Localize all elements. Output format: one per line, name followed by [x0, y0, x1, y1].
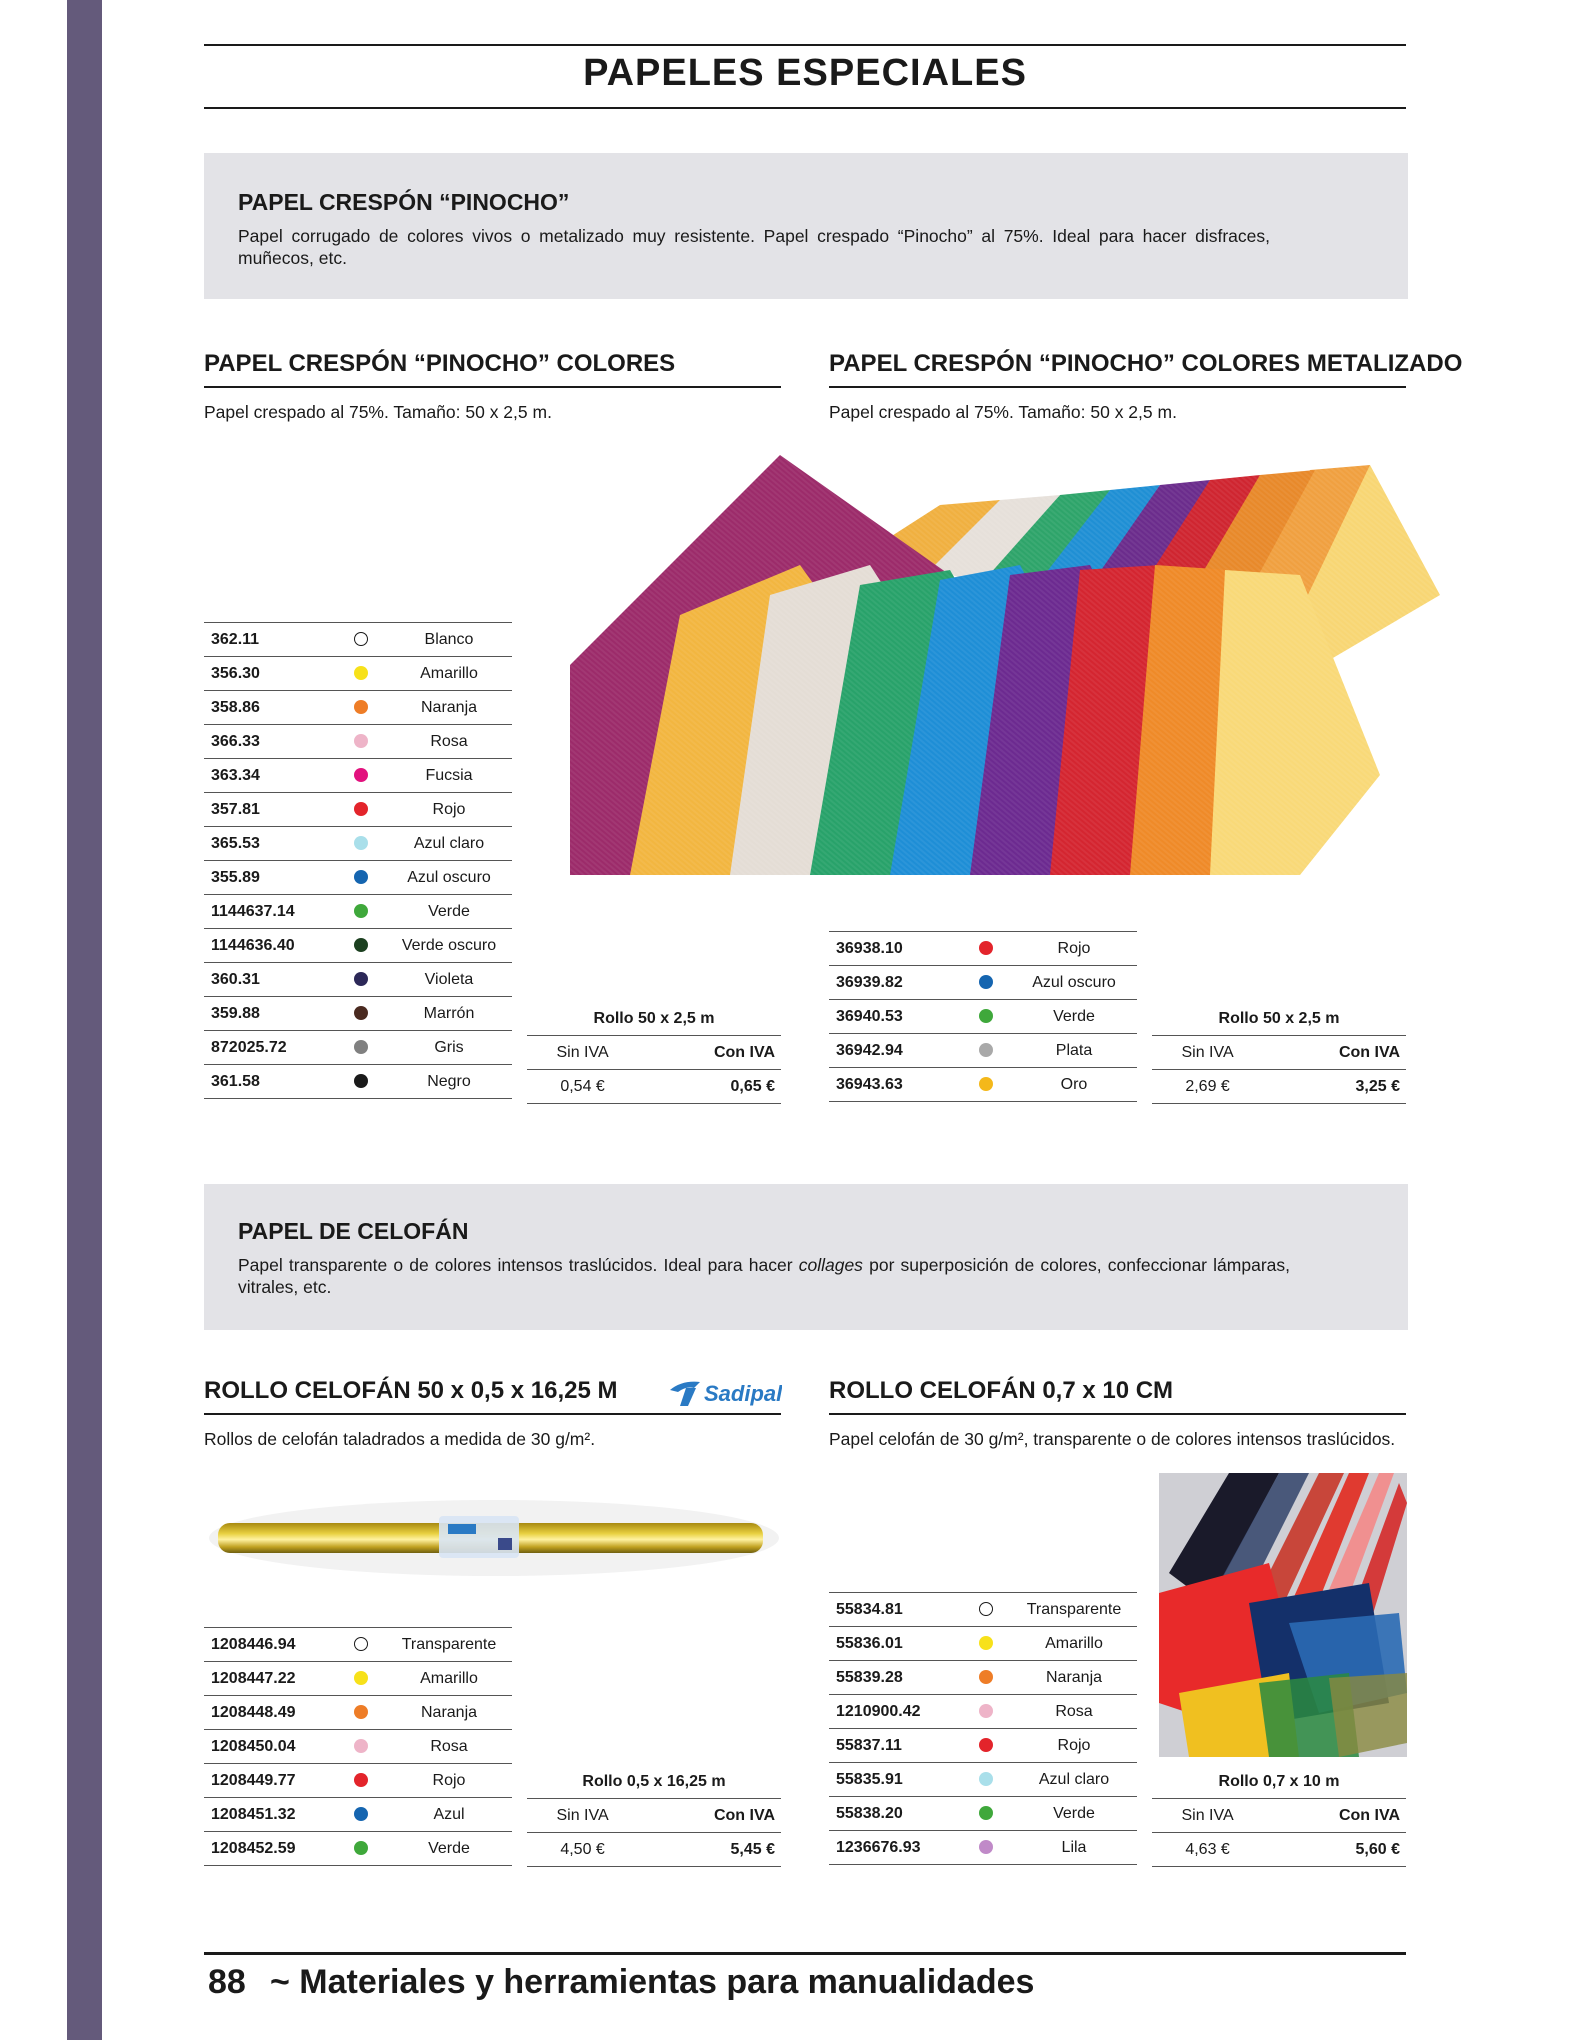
table-row: [829, 1729, 1137, 1763]
color-swatch-cell: [336, 657, 386, 691]
color-swatch-icon: [979, 975, 993, 989]
section-desc: Papel crespado al 75%. Tamaño: 50 x 2,5 m.: [204, 402, 552, 422]
color-swatch-icon: [979, 1772, 993, 1786]
product-code: 872025.72: [204, 1031, 336, 1065]
product-code: 1236676.93: [829, 1831, 961, 1865]
color-swatch-icon: [979, 1704, 993, 1718]
product-code: 355.89: [204, 861, 336, 895]
table-row: [204, 1031, 512, 1065]
product-code: 36940.53: [829, 1000, 961, 1034]
table-row: [204, 1832, 512, 1866]
price-header: Rollo 0,5 x 16,25 m: [582, 1772, 726, 1790]
product-code: 362.11: [204, 623, 336, 657]
sin-iva-price: 0,54 €: [527, 1070, 638, 1104]
color-swatch-cell: [336, 963, 386, 997]
color-swatch-cell: [961, 1695, 1011, 1729]
color-swatch-cell: [336, 691, 386, 725]
color-name: Rosa: [1011, 1695, 1137, 1729]
color-swatch-cell: [336, 1798, 386, 1832]
table-row: [204, 1764, 512, 1798]
crespon-metalizado-price-table: [1152, 1002, 1406, 1104]
color-swatch-icon: [354, 870, 368, 884]
product-code: 1208452.59: [204, 1832, 336, 1866]
color-swatch-icon: [354, 972, 368, 986]
table-row: [829, 1000, 1137, 1034]
celofan-intro-box: [204, 1184, 1408, 1330]
color-swatch-cell: [961, 1034, 1011, 1068]
color-swatch-cell: [961, 1661, 1011, 1695]
color-name: Rosa: [386, 1730, 512, 1764]
sin-iva-price: 2,69 €: [1152, 1070, 1263, 1104]
table-row: [204, 1662, 512, 1696]
color-swatch-icon: [979, 1670, 993, 1684]
color-swatch-cell: [336, 1764, 386, 1798]
color-swatch-cell: [961, 1763, 1011, 1797]
sin-iva-label: Sin IVA: [527, 1036, 638, 1070]
color-name: Verde oscuro: [386, 929, 512, 963]
cellophane-sheets-image: [1159, 1473, 1407, 1757]
color-name: Verde: [386, 895, 512, 929]
table-row: [204, 1696, 512, 1730]
color-swatch-icon: [979, 1806, 993, 1820]
rollo-celofan-07-price-table: [1152, 1765, 1406, 1867]
sadipal-logo: [668, 1376, 782, 1408]
con-iva-label: Con IVA: [1263, 1036, 1406, 1070]
color-swatch-icon: [354, 1705, 368, 1719]
product-code: 55835.91: [829, 1763, 961, 1797]
svg-text:Sadipal: Sadipal: [704, 1381, 782, 1406]
product-code: 55834.81: [829, 1593, 961, 1627]
page-number: 88: [208, 1963, 246, 2001]
color-name: Amarillo: [1011, 1627, 1137, 1661]
section-title: PAPEL CRESPÓN “PINOCHO” COLORES: [204, 350, 676, 377]
color-swatch-icon: [354, 632, 368, 646]
color-swatch-cell: [961, 1627, 1011, 1661]
product-code: 357.81: [204, 793, 336, 827]
color-swatch-icon: [979, 1077, 993, 1091]
price-header: Rollo 0,7 x 10 m: [1218, 1772, 1340, 1790]
product-code: 36939.82: [829, 966, 961, 1000]
color-swatch-cell: [336, 997, 386, 1031]
crespon-colores-table: [204, 622, 512, 1099]
color-swatch-icon: [979, 1738, 993, 1752]
product-code: 1208449.77: [204, 1764, 336, 1798]
color-name: Azul oscuro: [1011, 966, 1137, 1000]
box-text-part: por superposición de colores, confeccionar lámparas, vitrales, etc.: [238, 1255, 1291, 1297]
color-name: Amarillo: [386, 1662, 512, 1696]
table-row: [204, 963, 512, 997]
color-swatch-icon: [354, 768, 368, 782]
color-swatch-cell: [336, 827, 386, 861]
header-bottom-rule: [204, 107, 1406, 109]
con-iva-price: 5,45 €: [638, 1833, 781, 1867]
table-row: [204, 1798, 512, 1832]
color-name: Naranja: [386, 691, 512, 725]
table-row: [204, 657, 512, 691]
table-row: [829, 1763, 1137, 1797]
color-swatch-cell: [336, 1730, 386, 1764]
color-name: Fucsia: [386, 759, 512, 793]
color-swatch-cell: [961, 1831, 1011, 1865]
color-swatch-icon: [354, 1807, 368, 1821]
section-title: PAPEL CRESPÓN “PINOCHO” COLORES METALIZADO: [829, 350, 1463, 377]
table-row: [829, 1627, 1137, 1661]
color-name: Lila: [1011, 1831, 1137, 1865]
color-name: Transparente: [1011, 1593, 1137, 1627]
product-code: 1208448.49: [204, 1696, 336, 1730]
color-swatch-icon: [354, 1040, 368, 1054]
product-code: 359.88: [204, 997, 336, 1031]
color-swatch-cell: [336, 725, 386, 759]
rollo-celofan-table: [204, 1627, 512, 1866]
product-code: 36943.63: [829, 1068, 961, 1102]
box-title: PAPEL CRESPÓN “PINOCHO”: [238, 189, 570, 215]
color-name: Azul: [386, 1798, 512, 1832]
color-swatch-cell: [961, 1593, 1011, 1627]
color-name: Naranja: [386, 1696, 512, 1730]
page-sidebar-band: [67, 0, 102, 2040]
color-swatch-icon: [354, 1773, 368, 1787]
color-name: Naranja: [1011, 1661, 1137, 1695]
color-name: Amarillo: [386, 657, 512, 691]
table-row: [829, 1068, 1137, 1102]
table-row: [204, 895, 512, 929]
color-swatch-cell: [336, 1832, 386, 1866]
product-code: 366.33: [204, 725, 336, 759]
color-name: Plata: [1011, 1034, 1137, 1068]
con-iva-label: Con IVA: [1263, 1799, 1406, 1833]
product-code: 55836.01: [829, 1627, 961, 1661]
color-name: Rojo: [1011, 932, 1137, 966]
table-row: [204, 725, 512, 759]
sin-iva-label: Sin IVA: [1152, 1036, 1263, 1070]
color-swatch-cell: [336, 929, 386, 963]
color-swatch-icon: [354, 938, 368, 952]
product-code: 36938.10: [829, 932, 961, 966]
sin-iva-price: 4,50 €: [527, 1833, 638, 1867]
color-name: Rojo: [1011, 1729, 1137, 1763]
section-rule: [204, 1413, 781, 1415]
table-row: [829, 1661, 1137, 1695]
footer-rule: [204, 1952, 1406, 1955]
box-text-italic: collages: [798, 1255, 863, 1275]
color-swatch-icon: [979, 941, 993, 955]
table-row: [829, 932, 1137, 966]
color-swatch-cell: [961, 1000, 1011, 1034]
sin-iva-label: Sin IVA: [527, 1799, 638, 1833]
color-swatch-icon: [354, 1739, 368, 1753]
color-name: Azul claro: [1011, 1763, 1137, 1797]
product-code: 1208447.22: [204, 1662, 336, 1696]
product-code: 358.86: [204, 691, 336, 725]
price-header: Rollo 50 x 2,5 m: [1218, 1009, 1340, 1027]
table-row: [829, 1034, 1137, 1068]
color-swatch-cell: [336, 623, 386, 657]
product-code: 356.30: [204, 657, 336, 691]
product-code: 55837.11: [829, 1729, 961, 1763]
table-row: [204, 1730, 512, 1764]
table-row: [204, 827, 512, 861]
con-iva-price: 3,25 €: [1263, 1070, 1406, 1104]
section-rule: [204, 386, 781, 388]
color-swatch-icon: [354, 904, 368, 918]
section-desc: Papel crespado al 75%. Tamaño: 50 x 2,5 m.: [829, 402, 1177, 422]
color-name: Oro: [1011, 1068, 1137, 1102]
color-swatch-icon: [979, 1602, 993, 1616]
product-code: 55838.20: [829, 1797, 961, 1831]
section-rule: [829, 386, 1406, 388]
color-swatch-cell: [336, 1662, 386, 1696]
color-swatch-cell: [961, 1729, 1011, 1763]
color-swatch-icon: [354, 1841, 368, 1855]
box-title: PAPEL DE CELOFÁN: [238, 1218, 469, 1244]
color-swatch-cell: [961, 1797, 1011, 1831]
color-name: Violeta: [386, 963, 512, 997]
color-swatch-cell: [336, 759, 386, 793]
color-swatch-cell: [336, 1031, 386, 1065]
product-code: 365.53: [204, 827, 336, 861]
color-name: Azul oscuro: [386, 861, 512, 895]
section-desc: Rollos de celofán taladrados a medida de 30 g/m².: [204, 1429, 596, 1449]
box-text: Papel corrugado de colores vivos o metalizado muy resistente. Papel crespado “Pinocho” al 75%. Ideal para hacer disfraces, muñecos, etc.: [238, 226, 1270, 268]
section-title: ROLLO CELOFÁN 50 x 0,5 x 16,25 M: [204, 1377, 618, 1404]
box-text-part: Papel transparente o de colores intensos traslúcidos. Ideal para hacer: [238, 1255, 799, 1275]
con-iva-label: Con IVA: [638, 1036, 781, 1070]
table-row: [829, 966, 1137, 1000]
table-row: [829, 1593, 1137, 1627]
product-code: 1210900.42: [829, 1695, 961, 1729]
color-swatch-icon: [354, 1637, 368, 1651]
color-swatch-icon: [979, 1840, 993, 1854]
crespon-metalizado-table: [829, 931, 1137, 1102]
cellophane-roll-image: [204, 1478, 781, 1582]
table-row: [829, 1797, 1137, 1831]
color-name: Rojo: [386, 793, 512, 827]
color-name: Azul claro: [386, 827, 512, 861]
color-name: Verde: [1011, 1797, 1137, 1831]
footer-title: ~ Materiales y herramientas para manualidades: [270, 1963, 1035, 2001]
product-code: 1144637.14: [204, 895, 336, 929]
crespon-intro-box: [204, 153, 1408, 299]
product-code: 361.58: [204, 1065, 336, 1099]
color-name: Verde: [386, 1832, 512, 1866]
product-code: 1208450.04: [204, 1730, 336, 1764]
color-name: Rojo: [386, 1764, 512, 1798]
table-row: [204, 1065, 512, 1099]
color-swatch-cell: [336, 793, 386, 827]
table-row: [204, 793, 512, 827]
page-title: PAPELES ESPECIALES: [583, 52, 1027, 94]
table-row: [204, 1628, 512, 1662]
product-code: 1208451.32: [204, 1798, 336, 1832]
table-row: [204, 997, 512, 1031]
color-name: Transparente: [386, 1628, 512, 1662]
product-code: 1208446.94: [204, 1628, 336, 1662]
color-name: Verde: [1011, 1000, 1137, 1034]
section-desc: Papel celofán de 30 g/m², transparente o de colores intensos traslúcidos.: [829, 1429, 1396, 1449]
table-row: [204, 691, 512, 725]
section-rule: [829, 1413, 1406, 1415]
product-code: 363.34: [204, 759, 336, 793]
con-iva-price: 0,65 €: [638, 1070, 781, 1104]
color-swatch-icon: [354, 802, 368, 816]
color-name: Blanco: [386, 623, 512, 657]
product-code: 36942.94: [829, 1034, 961, 1068]
product-code: 1144636.40: [204, 929, 336, 963]
color-swatch-cell: [961, 932, 1011, 966]
color-swatch-icon: [354, 1006, 368, 1020]
color-swatch-icon: [354, 700, 368, 714]
color-swatch-cell: [336, 895, 386, 929]
color-swatch-icon: [354, 666, 368, 680]
product-code: 360.31: [204, 963, 336, 997]
color-swatch-cell: [961, 966, 1011, 1000]
table-row: [829, 1695, 1137, 1729]
section-title: ROLLO CELOFÁN 0,7 x 10 CM: [829, 1377, 1174, 1404]
color-name: Marrón: [386, 997, 512, 1031]
sin-iva-price: 4,63 €: [1152, 1833, 1263, 1867]
color-swatch-icon: [979, 1636, 993, 1650]
color-name: Negro: [386, 1065, 512, 1099]
con-iva-label: Con IVA: [638, 1799, 781, 1833]
color-swatch-icon: [354, 734, 368, 748]
rollo-celofan-price-table: [527, 1765, 781, 1867]
color-name: Rosa: [386, 725, 512, 759]
color-swatch-cell: [961, 1068, 1011, 1102]
table-row: [204, 623, 512, 657]
table-row: [204, 759, 512, 793]
crepe-paper-image: [570, 455, 1440, 885]
table-row: [204, 929, 512, 963]
table-row: [829, 1831, 1137, 1865]
crespon-colores-price-table: [527, 1002, 781, 1104]
color-swatch-cell: [336, 1696, 386, 1730]
color-swatch-icon: [979, 1009, 993, 1023]
color-swatch-cell: [336, 1065, 386, 1099]
price-header: Rollo 50 x 2,5 m: [593, 1009, 715, 1027]
con-iva-price: 5,60 €: [1263, 1833, 1406, 1867]
color-name: Gris: [386, 1031, 512, 1065]
color-swatch-icon: [354, 1074, 368, 1088]
color-swatch-cell: [336, 861, 386, 895]
color-swatch-icon: [354, 836, 368, 850]
table-row: [204, 861, 512, 895]
sin-iva-label: Sin IVA: [1152, 1799, 1263, 1833]
header-top-rule: [204, 44, 1406, 46]
product-code: 55839.28: [829, 1661, 961, 1695]
box-text: [238, 1254, 1290, 1298]
rollo-celofan-07-table: [829, 1592, 1137, 1865]
color-swatch-icon: [979, 1043, 993, 1057]
color-swatch-cell: [336, 1628, 386, 1662]
color-swatch-icon: [354, 1671, 368, 1685]
